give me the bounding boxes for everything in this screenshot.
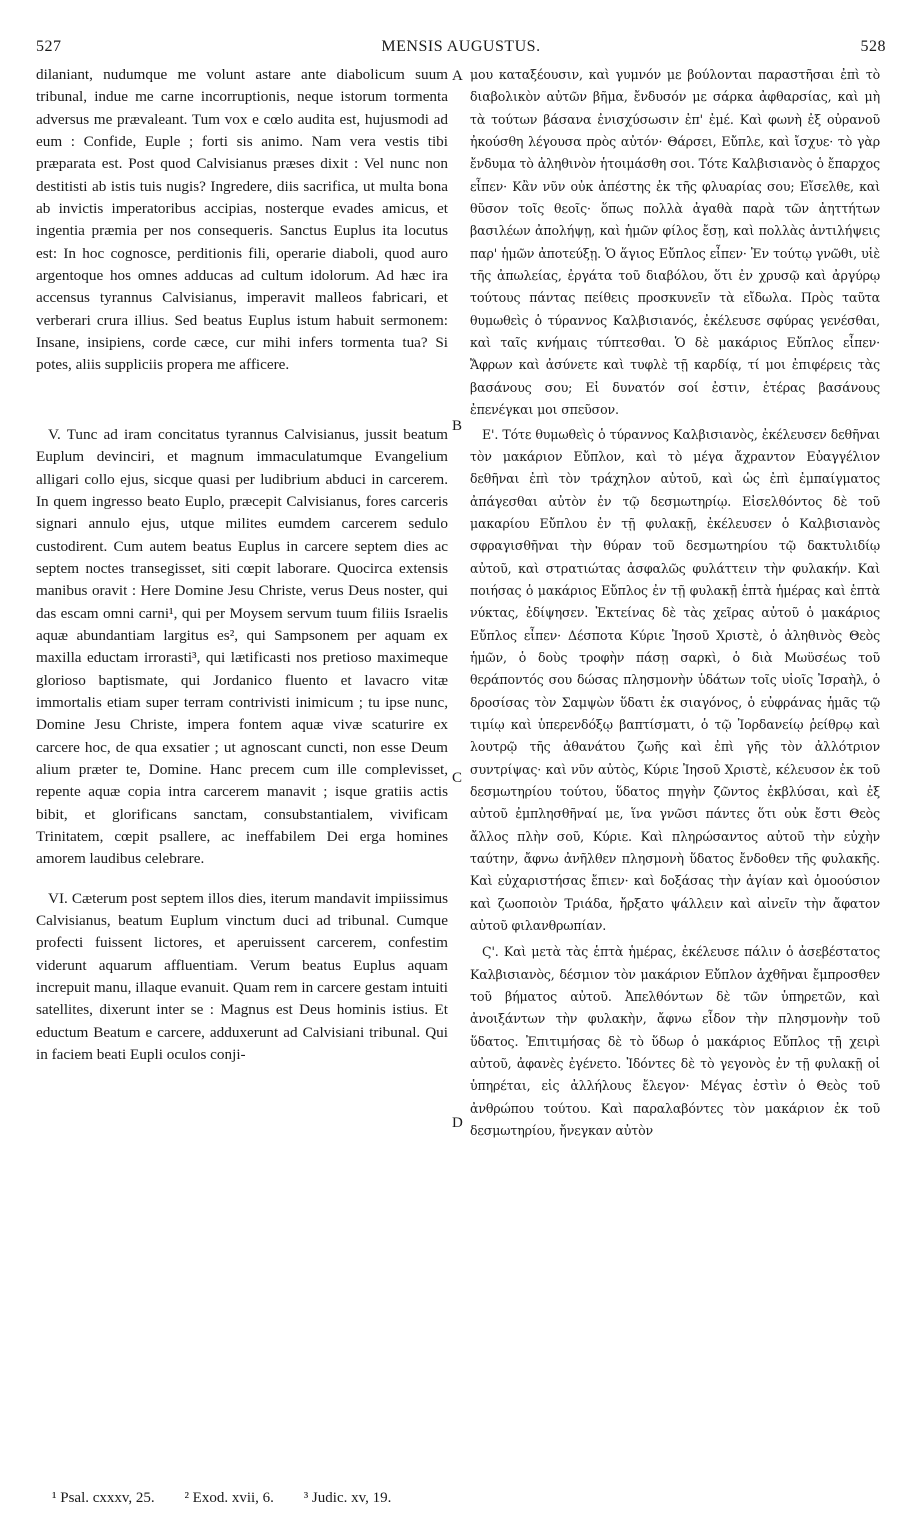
section-marker: C xyxy=(452,770,463,786)
greek-paragraph: Ε'. Τότε θυμωθεὶς ὁ τύραννος Καλβισιανὸς, ἐκέλευσεν δεθῆναι τὸν μακάριον Εὔπλον, καὶ τὸ μέγα ἄχραντον Εὐαγγέλιον δεθῆναι ἐπὶ τὸν τράχηλον αὐτοῦ, καὶ ὡς ἐπὶ ἐμπαίγματος ἀπάγεσθαι αὐτὸν ἐν τῷ δεσμωτηρίῳ. Εἰσελθόντος δὲ τοῦ μακαρίου Εὔπλου ἐν τῇ φυλακῇ, ἐκέλευσεν ὁ Καλβισιανὸς σφραγισθῆναι τὴν θύραν τοῦ δεσμωτηρίου τῷ δακτυλιδίῳ αὐτοῦ, καὶ στρατιώτας ἀσφαλῶς φυλάττειν τὴν φυλακήν. Καὶ ποιήσας ὁ μακάριος Εὔπλος ἐν τῇ φυλακῇ ἑπτὰ ἡμέρας καὶ ἑπτὰ νύκτας, ἐδίψησεν. Ἐκτείνας δὲ τὰς χεῖρας αὐτοῦ ὁ μακάριος Εὔπλος εἶπεν· Δέσποτα Κύριε Ἰησοῦ Χριστὲ, ὁ ἀληθινὸς Θεὸς ἡμῶν, ὁ δοὺς τροφὴν πάσῃ σαρκὶ, ὁ διὰ Μωϋσέως τοῦ θεράποντός σου δώσας πλησμονὴν ὑδάτων τοῖς υἱοῖς Ἰσραὴλ, ὁ δροσίσας τὸν Σαμψὼν ὕδατι ἐκ σιαγόνος, ὁ εὐφράνας ἡμᾶς τῷ τιμίῳ καὶ ὑπερενδόξῳ βαπτίσματι, ὁ τῷ Ἰορδανείῳ ῥείθρῳ καὶ λουτρῷ τῆς ἀθανάτου ζωῆς καὶ ἐπὶ γῆς τὸν ἀλλότριον συντρίψας· καὶ νῦν αὐτὸς, Κύριε Ἰησοῦ Χριστὲ, κέλευσον ἐκ τοῦ δεσμωτηρίου τούτου, ὕδατος πηγὴν ζῶντος ἐκβλύσαι, καὶ ἐξ αὐτοῦ ἐμπλησθῆναί με, ἵνα γνῶσι πάντες ὅτι οὐκ ἔστι Θεὸς ἄλλος πλὴν σοῦ, Κύριε. Καὶ πληρώσαντος αὐτοῦ τὴν εὐχὴν ταύτην, ἄφνω ἀνῆλθεν πλησμονὴ ὕδατος ἔνδοθεν τῆς φυλακῆς. Καὶ εὐχαριστήσας ἔπιεν· καὶ δοξάσας τὴν ἁγίαν καὶ ὁμοούσιον καὶ ζωοποιὸν Τριάδα, ἤρξατο ψάλλειν καὶ αἰνεῖν τὴν ἄφατον αὐτοῦ φιλανθρωπίαν. xyxy=(470,426,880,934)
footnote: ³ Judic. xv, 19. xyxy=(303,1490,392,1506)
footnotes xyxy=(52,1490,552,1507)
section-marker: D xyxy=(452,1115,463,1131)
latin-paragraph: dilaniant, nudumque me volunt astare ante diabolicum suum tribunal, indue me carne incorruptionis, neque istorum tormenta adversus me prævaleant. Tum vox e cœlo audita est, hujusmodi ad eum : Confide, Euple ; forti sis animo. Nam vera vestis tibi præparata est. Post quod Calvisianus præses dixit : Vel nunc non destitisti ab istis tuis nugis? Ingredere, diis sacrifica, ut multa bona ab invictis imperatoribus accipias, nosterque evades amicus, et ingentia præmia per nos consequeris. Sanctus Euplus ita locutus est: In hoc cognosce, perditionis fili, operarie diaboli, quod auro argentoque hos omnes adducas ad cultum idolorum. Ad hæc ira accensus tyrannus Calvisianus, imperavit malleos fabricari, et verberari crura illius. Sed beatus Euplus istum habuit sermonem: Insane, insipiens, corde cæce, cur mihi infers tormenta tua? Si potes, aliis suppliciis propera me afficere. xyxy=(36,66,448,374)
footnote: ¹ Psal. cxxxv, 25. xyxy=(52,1490,155,1506)
section-marker: A xyxy=(452,68,463,84)
latin-paragraph: V. Tunc ad iram concitatus tyrannus Calvisianus, jussit beatum Euplum devinciri, et magnum immaculatumque Evangelium alligari collo ejus, sicque quasi per ludibrium abduci in carcerem. In quem ingresso beato Euplo, præcepit Calvisianus, fores carceris signari annulo ejus, utque milites eumdem carcerem sedulo custodirent. Cum autem beatus Euplus in carcere septem dies ac septem noctes transegisset, siti cœpit laborare. Quocirca extensis manibus oravit : Here Domine Jesu Christe, verus Deus noster, qui das escam omni carni¹, qui per Moysem servum tuum filiis Israelis aquæ abundantiam largitus es², qui Sampsonem per aquam ex maxilla eductam irrorasti³, qui lætificasti nos pretioso maximeque glorioso baptismate, qui Jordanico fluento et lavacro vitæ immortalis etiam super terram contrivisti inimicum ; tu ipse nunc, Domine Jesu Christe, impera fontem aquæ vivæ scaturire ex carcere hoc, de qua exsatier ; ut agnoscant cuncti, non esse Deum alium præter te, Domine. Hanc precem cum ille complevisset, repente aquæ copia intra carcerem manavit ; isque gratiis actis bibit, et glorificans sanctam, consubstantialem, vivificam Trinitatem, cœpit psallere, ac ineffabilem Dei erga homines amorem laudibus celebrare. xyxy=(36,425,448,868)
latin-column xyxy=(36,64,448,1066)
greek-paragraph: Ϛ'. Καὶ μετὰ τὰς ἑπτὰ ἡμέρας, ἐκέλευσε πάλιν ὁ ἀσεβέστατος Καλβισιανὸς, δέσμιον τὸν μακάριον Εὔπλον ἀχθῆναι ἔμπροσθεν τοῦ βήματος αὐτοῦ. Ἀπελθόντων δὲ τῶν ὑπηρετῶν, καὶ ἀνοιξάντων τὴν φυλακὴν, ἄφνω εἶδον τὴν πλησμονὴν τοῦ ὕδατος. Ἐπιτιμήσας δὲ τὸ ὕδωρ ὁ μακάριος Εὔπλος τῇ χειρὶ αὐτοῦ, ἀφανὲς ἐγένετο. Ἰδόντες δὲ τὸ γεγονὸς ἐν τῇ φυλακῇ οἱ ὑπηρέται, εἰς ἀλλήλους ἔλεγον· Μέγας ἐστὶν ὁ Θεὸς τοῦ ἀνθρώπου τούτου. Καὶ παραλαβόντες τὸν μακάριον ἐκ τοῦ δεσμωτηρίου, ἤνεγκαν αὐτὸν xyxy=(470,944,880,1139)
section-marker: B xyxy=(452,418,463,434)
page-number-left: 527 xyxy=(36,38,62,55)
footnote: ² Exod. xvii, 6. xyxy=(184,1490,274,1506)
page-title: MENSIS AUGUSTUS. xyxy=(381,38,541,55)
greek-paragraph: μου καταξέουσιν, καὶ γυμνόν με βούλονται παραστῆσαι ἐπὶ τὸ διαβολικὸν αὐτῶν βῆμα, ἔνδυσόν με σάρκα ἀφθαρσίας, καὶ μὴ τὰ τούτων βάσανα ἐνισχύσωσιν ἐπ' ἐμέ. Καὶ φωνὴ ἐξ οὐρανοῦ ἠκούσθη λέγουσα πρὸς αὐτόν· Θάρσει, Εὔπλε, καὶ ἴσχυε· τὸ γὰρ ἔνδυμα τὸ ἀληθινὸν ἡτοιμάσθη σοι. Τότε Καλβισιανὸς ὁ ἔπαρχος εἶπεν· Κἂν νῦν οὐκ ἀπέστης ἐκ τῆς φλυαρίας σου; Εἴσελθε, καὶ θῦσον τοῖς θεοῖς· ὅπως πολλὰ ἀγαθὰ παρὰ τῶν ἀηττήτων βασιλέων ἀπολήψῃ, καὶ ἡμῶν φίλος ἔσῃ, καὶ πολλὰς ἀντιλήψεις παρ' ἡμῶν ἀποτεύξῃ. Ὁ ἅγιος Εὔπλος εἶπεν· Ἐν τούτῳ γνῶθι, υἱὲ τῆς ἀπωλείας, ἐργάτα τοῦ διαβόλου, ὅτι ἐν χρυσῷ καὶ ἀργύρῳ τούτους πάντας πείθεις προσκυνεῖν τὰ εἴδωλα. Πρὸς ταῦτα θυμωθεὶς ὁ τύραννος Καλβισιανός, ἐκέλευσε σφύρας γενέσθαι, καὶ ταῖς κνήμαις τύπτεσθαι. Ὁ δὲ μακάριος Εὔπλος εἶπεν· Ἄφρων καὶ ἀσύνετε καὶ τυφλὲ τῇ καρδίᾳ, τί μοι ἐπιφέρεις τὰς βασάνους σου; Εἰ δυνατόν σοί ἐστιν, ἑτέρας βασάνους ἐπενέγκαι μοι σπεῦσον. xyxy=(470,67,880,418)
page-number-right: 528 xyxy=(860,38,886,55)
running-header xyxy=(36,38,886,60)
latin-paragraph: VI. Cæterum post septem illos dies, iterum mandavit impiissimus Calvisianus, beatum Euplum vinctum duci ad tribunal. Cumque profecti fuissent lictores, et aperuissent carcerem, confestim viderunt aquarum affluentiam. Verum beatus Euplus aquam increpuit manu, illaque evanuit. Quam rem in carcere gestam intuiti satellites, dixerunt inter se : Magnus est Deus hominis istius. Et eductum Beatum e carcere, adduxerunt ad Calvisiani tribunal. Qui in faciem beati Eupli oculos conji- xyxy=(36,889,448,1064)
greek-column xyxy=(470,64,880,1143)
